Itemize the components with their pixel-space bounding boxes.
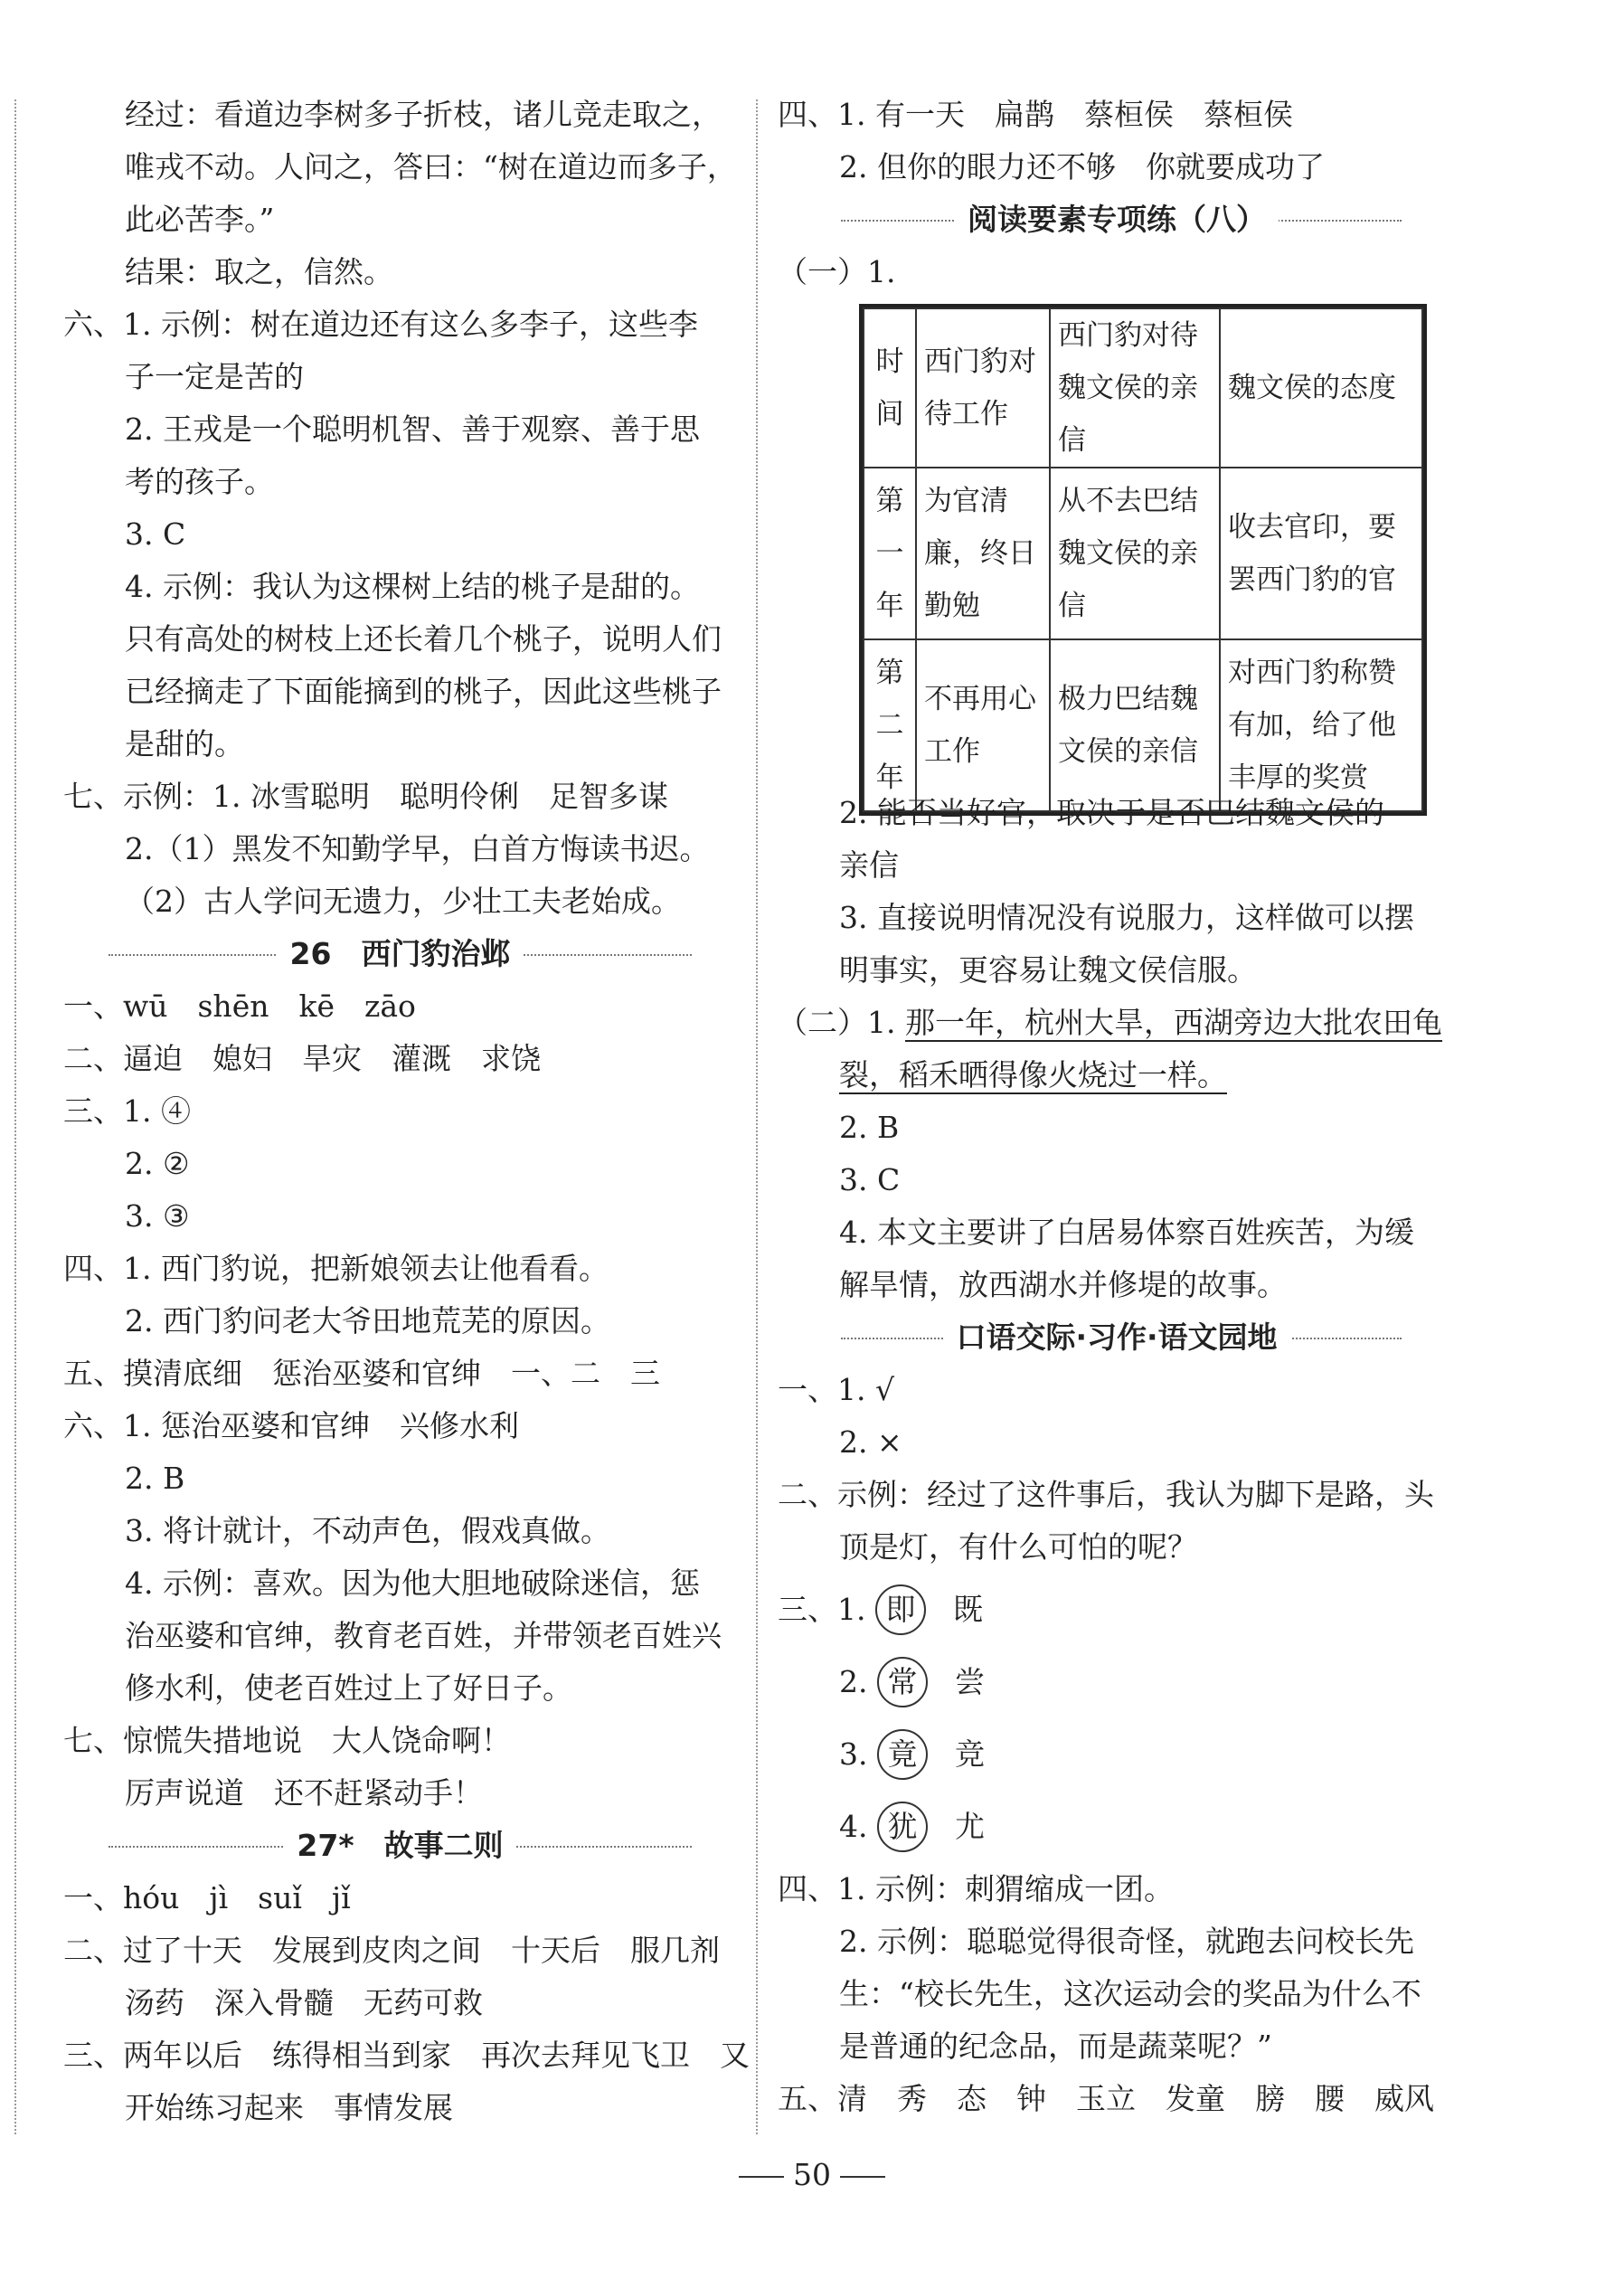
table-cell: 第二年 (864, 639, 916, 811)
answer-line: 亲信 (839, 847, 899, 883)
answer-line: 厉声说道 还不赶紧动手！ (125, 1775, 483, 1811)
section-header-reading-8 (778, 194, 1456, 246)
answer-line: 此必苦李。” (125, 202, 275, 237)
underlined-answer: 那一年，杭州大旱，西湖旁边大批农田龟 (904, 1005, 1442, 1040)
answer-line: 是普通的纪念品，而是蔬菜呢？” (839, 2029, 1272, 2064)
answer-line: 4. 示例：我认为这棵树上结的桃子是甜的。 (125, 569, 700, 604)
section-header-26 (63, 928, 737, 980)
answer-line: 唯戎不动。人问之，答曰：“树在道边而多子， (125, 149, 737, 184)
answer-line: 2. × (839, 1424, 902, 1460)
answer-number: （二）1. (778, 1005, 905, 1040)
section-header-27 (63, 1820, 737, 1872)
answer-line: 七、示例：1. 冰雪聪明 聪明伶俐 足智多谋 (63, 779, 668, 814)
section-title: 口语交际·习作·语文园地 (943, 1319, 1289, 1355)
answer-line: 2. 王戎是一个聪明机智、善于观察、善于思 (125, 411, 700, 447)
answer-line: 一、1. √ (778, 1372, 895, 1407)
page-number: 50 (793, 2157, 831, 2192)
answer-line: 修水利，使老百姓过上了好日子。 (125, 1670, 572, 1706)
table-cell: 对西门豹称赞有加，给了他丰厚的奖赏 (1220, 639, 1422, 811)
circled-answer-line: 3. 竟 竞 (778, 1718, 1456, 1791)
answer-line: 汤药 深入骨髓 无药可救 (125, 1985, 483, 2020)
underlined-answer: 裂，稻禾晒得像火烧过一样。 (839, 1057, 1227, 1092)
answer-line: 七、惊慌失措地说 大人饶命啊！ (63, 1723, 511, 1758)
answer-line: 四、1. 有一天 扁鹊 蔡桓侯 蔡桓侯 (778, 97, 1293, 132)
answer-table (863, 307, 1423, 812)
answer-line: 2. ② (125, 1146, 190, 1181)
answer-line: 六、1. 惩治巫婆和官绅 兴修水利 (63, 1408, 519, 1443)
left-margin-line (14, 99, 16, 2134)
answer-line: 三、1. ④ (63, 1093, 191, 1129)
answer-line: 3. 将计就计，不动声色，假戏真做。 (125, 1513, 610, 1548)
table-wrapper (778, 298, 1456, 794)
answer-line: 经过：看道边李树多子折枝，诸儿竞走取之， (125, 97, 722, 132)
circled-answer-line: 2. 常 尝 (778, 1646, 1456, 1718)
column-separator (756, 99, 758, 2134)
answer-line: 2.（1）黑发不知勤学早，白首方悔读书迟。 (125, 831, 710, 866)
answer-line: 4. 示例：喜欢。因为他大胆地破除迷信，惩 (125, 1565, 700, 1601)
page-number-footer (0, 2157, 1624, 2192)
answer-line: 解旱情，放西湖水并修堤的故事。 (839, 1267, 1287, 1302)
table-cell: 不再用心工作 (916, 639, 1050, 811)
answer-line: 3. 直接说明情况没有说服力，这样做可以摆 (839, 900, 1414, 935)
answer-line: 4. 本文主要讲了白居易体察百姓疾苦，为缓 (839, 1215, 1414, 1250)
circled-char: 即 (875, 1584, 926, 1635)
table-header-cell: 西门豹对待魏文侯的亲信 (1050, 308, 1220, 468)
table-cell: 极力巴结魏文侯的亲信 (1050, 639, 1220, 811)
answer-line: 三、两年以后 练得相当到家 再次去拜见飞卫 又 (63, 2038, 750, 2073)
section-title: 27* 故事二则 (284, 1828, 515, 1863)
table-cell: 收去官印，要罢西门豹的官 (1220, 468, 1422, 639)
answer-line: 已经摘走了下面能摘到的桃子，因此这些桃子 (125, 674, 722, 709)
answer-line: 四、1. 示例：刺猬缩成一团。 (778, 1871, 1174, 1906)
answer-line: 明事实，更容易让魏文侯信服。 (839, 952, 1257, 988)
table-cell: 第一年 (864, 468, 916, 639)
answer-line: （一）1. (778, 254, 896, 289)
answer-line: 2. 但你的眼力还不够 你就要成功了 (839, 149, 1325, 184)
answer-line: 二、示例：经过了这件事后，我认为脚下是路，头 (778, 1477, 1434, 1512)
answer-line (778, 1049, 1456, 1102)
circled-answer-line: 4. 犹 尤 (778, 1791, 1456, 1863)
answer-line: 考的孩子。 (125, 464, 274, 499)
table-cell: 为官清廉，终日勤勉 (916, 468, 1050, 639)
answer-line: 2. 示例：聪聪觉得很奇怪，就跑去问校长先 (839, 1924, 1414, 1959)
answer-line: 五、清 秀 态 钟 玉立 发童 膀 腰 威风 (778, 2081, 1434, 2116)
answer-line: 2. B (125, 1461, 185, 1496)
left-column (63, 89, 750, 2134)
answer-line: 生：“校长先生，这次运动会的奖品为什么不 (839, 1976, 1421, 2011)
answer-line: 结果：取之，信然。 (125, 254, 393, 289)
answer-line: 3. C (839, 1162, 901, 1197)
answer-line: 六、1. 示例：树在道边还有这么多李子，这些李 (63, 307, 698, 342)
circled-char: 常 (877, 1657, 928, 1707)
table-header-cell: 西门豹对待工作 (916, 308, 1050, 468)
answer-line: 子一定是苦的 (125, 359, 304, 394)
section-title: 阅读要素专项练（八） (955, 202, 1279, 237)
answer-line: 治巫婆和官绅，教育老百姓，并带领老百姓兴 (125, 1618, 722, 1653)
circled-char: 犹 (877, 1802, 928, 1852)
answer-line: 3. C (125, 516, 186, 552)
answer-line: 是甜的。 (125, 726, 244, 761)
section-header-oral (778, 1311, 1456, 1364)
answer-line (778, 997, 1456, 1049)
right-column (778, 89, 1456, 2125)
circled-char: 竟 (877, 1729, 928, 1780)
answer-line: 二、逼迫 媳妇 旱灾 灌溉 求饶 (63, 1041, 541, 1076)
answer-line: 五、摸清底细 惩治巫婆和官绅 一、二 三 (63, 1356, 660, 1391)
circled-answer-line: 三、1. 即 既 (778, 1574, 1456, 1646)
answer-line: 顶是灯，有什么可怕的呢？ (839, 1529, 1197, 1565)
answer-line: 2. 能否当好官，取决于是否巴结魏文侯的 (839, 795, 1384, 830)
table-cell: 从不去巴结魏文侯的亲信 (1050, 468, 1220, 639)
answer-line: 只有高处的树枝上还长着几个桃子，说明人们 (125, 621, 722, 657)
answer-line: 2. B (839, 1110, 900, 1145)
answer-line: 2. 西门豹问老大爷田地荒芜的原因。 (125, 1303, 610, 1338)
table-header-cell: 时间 (864, 308, 916, 468)
answer-line: 开始练习起来 事情发展 (125, 2090, 453, 2125)
section-title: 26 西门豹治邺 (278, 936, 524, 971)
table-header-cell: 魏文侯的态度 (1220, 308, 1422, 468)
answer-line: 一、hóu jì suǐ jǐ (63, 1880, 351, 1915)
answer-line: （2）古人学问无遗力，少壮工夫老始成。 (125, 884, 681, 919)
answer-line: 3. ③ (125, 1198, 190, 1234)
answer-line: 四、1. 西门豹说，把新娘领去让他看看。 (63, 1251, 609, 1286)
answer-line: 二、过了十天 发展到皮肉之间 十天后 服几剂 (63, 1933, 720, 1968)
answer-line: 一、wū shēn kē zāo (63, 988, 416, 1024)
